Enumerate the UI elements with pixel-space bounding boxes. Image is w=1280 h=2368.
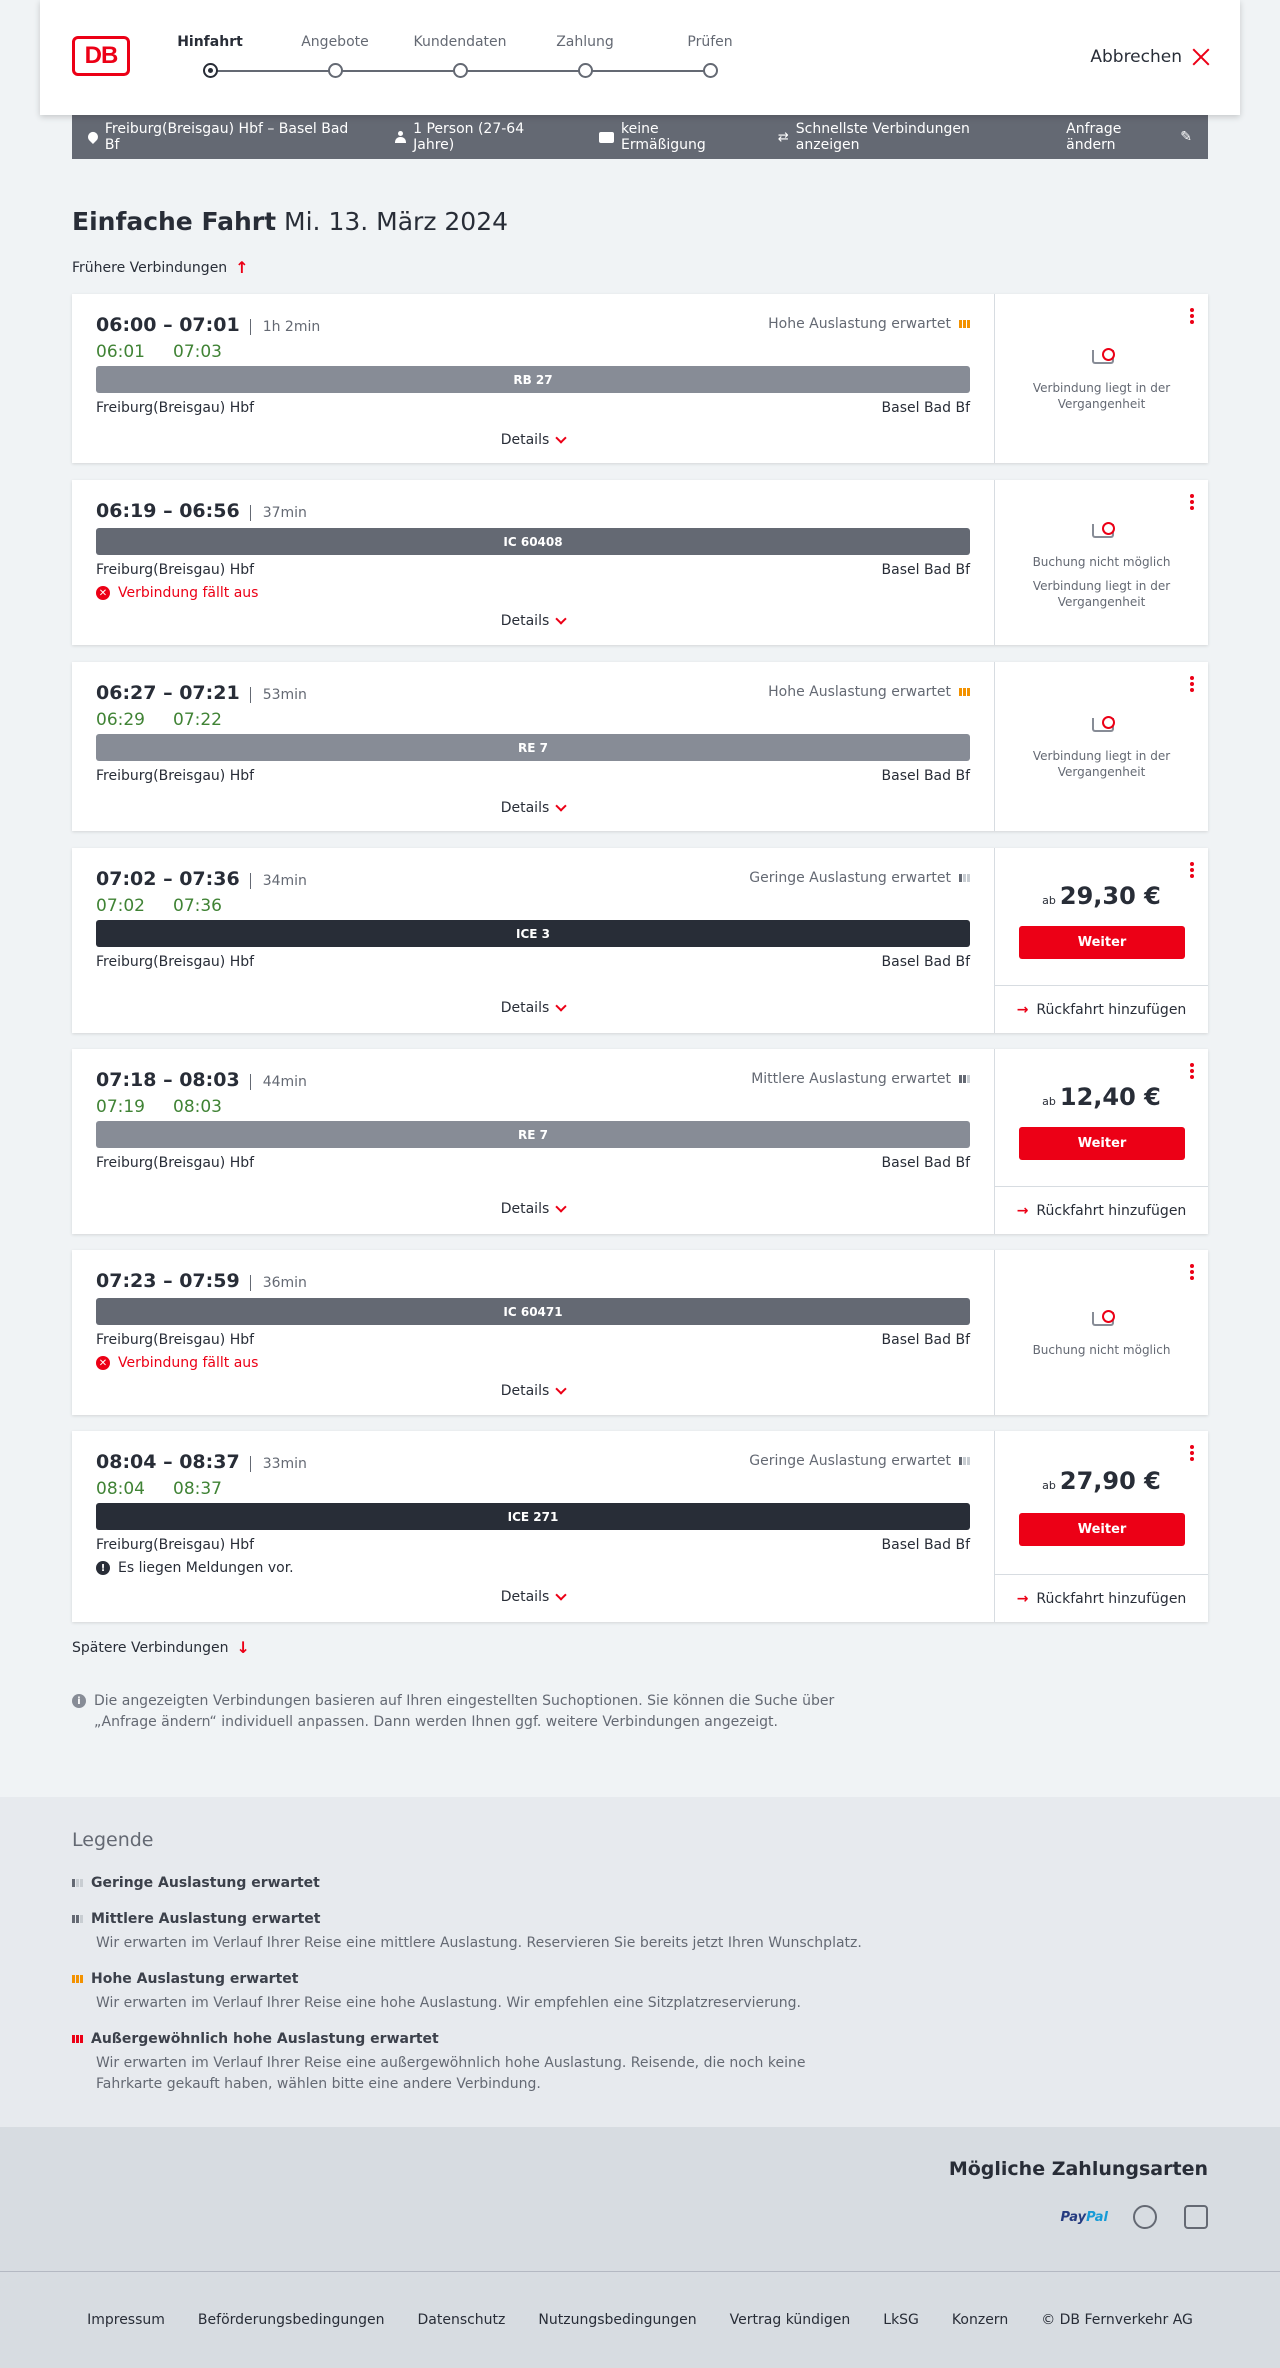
bahncard-icon (599, 132, 614, 143)
past-connection-note: Verbindung liegt in der Vergangenheit (1032, 579, 1171, 609)
pencil-icon: ✎ (1180, 129, 1192, 145)
low-load-icon (959, 1457, 970, 1465)
price-prefix: ab (1042, 1479, 1056, 1492)
connection-main[interactable] (72, 848, 994, 1033)
route-label: Freiburg(Breisgau) Hbf – Basel Bad Bf (104, 121, 349, 153)
warning-label: Verbindung fällt aus (118, 585, 259, 601)
load-indicator (749, 1453, 970, 1469)
chevron-down-icon (556, 1383, 567, 1394)
stations (96, 1537, 970, 1553)
destination-station: Basel Bad Bf (881, 1155, 970, 1171)
duration: 44min (250, 1074, 307, 1090)
details-toggle[interactable] (72, 1383, 994, 1399)
person-icon (395, 131, 406, 143)
connection-offer (994, 1049, 1208, 1234)
more-options-icon[interactable] (1190, 1445, 1194, 1461)
time-range: 07:18 – 08:03 (96, 1069, 240, 1091)
arrow-right-icon: → (1016, 1202, 1029, 1219)
legend-item-text: Wir erwarten im Verlauf Ihrer Reise eine mittlere Auslastung. Reservieren Sie bereits jetzt Ihren Wunschplatz. (96, 1935, 862, 1951)
paypal-part-1: Pay (1060, 2210, 1087, 2225)
connection-offer (994, 1250, 1208, 1415)
payment-section (0, 2127, 1280, 2272)
booking-unavailable-note: Buchung nicht möglich (1032, 555, 1171, 569)
connection-card (72, 1431, 1208, 1622)
details-label: Details (500, 1201, 550, 1217)
realtime-arrival: 08:03 (173, 1097, 222, 1117)
earlier-connections-link[interactable] (72, 258, 249, 277)
add-return-label: Rückfahrt hinzufügen (1036, 1202, 1187, 1219)
realtime-times (96, 1097, 222, 1117)
realtime-arrival: 07:22 (173, 710, 222, 730)
details-label: Details (500, 613, 550, 629)
add-return-button[interactable] (995, 985, 1208, 1033)
error-icon: ✕ (96, 586, 110, 600)
price-prefix: ab (1042, 894, 1056, 907)
legend-title: Legende (72, 1829, 154, 1851)
very-high-load-icon (72, 2035, 83, 2043)
realtime-times (96, 896, 222, 916)
duration: 37min (250, 505, 307, 521)
origin-station: Freiburg(Breisgau) Hbf (96, 1537, 255, 1553)
step-dot-angebote (328, 63, 343, 78)
price (995, 1467, 1208, 1495)
sepa-debit-icon (1184, 2205, 1208, 2229)
duration: 34min (250, 873, 307, 889)
alert-icon: ! (96, 1561, 110, 1575)
cancellation-warning (96, 585, 258, 601)
change-request-label: Anfrage ändern (1066, 121, 1122, 153)
medium-load-icon (72, 1915, 83, 1923)
realtime-arrival: 08:37 (173, 1479, 222, 1499)
step-angebote: Angebote (301, 34, 369, 50)
realtime-departure: 06:29 (96, 710, 145, 730)
legend-item (72, 1875, 320, 1891)
cancel-label: Abbrechen (1090, 47, 1182, 67)
more-options-icon[interactable] (1190, 308, 1194, 324)
continue-button[interactable]: Weiter (1019, 926, 1185, 959)
booking-status (995, 1308, 1208, 1358)
connection-offer (994, 1431, 1208, 1622)
footer-link-nutzungsbedingungen[interactable]: Nutzungsbedingungen (538, 2312, 697, 2328)
more-options-icon[interactable] (1190, 1264, 1194, 1280)
fastest-label: Schnellste Verbindungen anzeigen (795, 121, 970, 153)
stations (96, 954, 970, 970)
footer-link-befoerderungsbedingungen[interactable]: Beförderungsbedingungen (197, 2312, 385, 2328)
add-return-button[interactable] (995, 1574, 1208, 1622)
paypal-logo (1061, 2210, 1108, 2225)
details-toggle[interactable] (72, 613, 994, 629)
realtime-departure: 08:04 (96, 1479, 145, 1499)
chevron-down-icon (556, 1000, 567, 1011)
medium-load-icon (959, 1075, 970, 1083)
high-load-icon (959, 320, 970, 328)
connection-card (72, 1250, 1208, 1415)
step-dot-pruefen (703, 63, 718, 78)
step-pruefen: Prüfen (687, 34, 733, 50)
connection-times (96, 682, 307, 704)
trip-type: Einfache Fahrt (72, 207, 277, 236)
connection-main[interactable] (72, 1431, 994, 1622)
train-bar[interactable]: ICE 3 (96, 920, 970, 947)
load-indicator (751, 1071, 970, 1087)
high-load-icon (959, 688, 970, 696)
legend-item-text: Wir erwarten im Verlauf Ihrer Reise eine außergewöhnlich hohe Auslastung. Reisende, die noch keine Fahrkarte gekauft haben, wählen bitte eine andere Verbindung. (96, 2055, 806, 2092)
error-icon: ✕ (96, 1356, 110, 1370)
db-logo[interactable]: DB (72, 36, 130, 76)
connection-card (72, 662, 1208, 831)
time-range: 06:19 – 06:56 (96, 500, 240, 522)
details-toggle[interactable] (72, 1201, 994, 1217)
price (995, 1083, 1208, 1111)
realtime-arrival: 07:03 (173, 342, 222, 362)
details-label: Details (500, 1000, 550, 1016)
arrow-up-icon: ↑ (235, 258, 249, 277)
realtime-arrival: 07:36 (173, 896, 222, 916)
chevron-down-icon (556, 800, 567, 811)
load-label: Mittlere Auslastung erwartet (751, 1071, 951, 1087)
realtime-times (96, 342, 222, 362)
duration: 53min (250, 687, 307, 703)
destination-station: Basel Bad Bf (881, 1332, 970, 1348)
duration: 1h 2min (250, 319, 321, 335)
close-icon (1192, 48, 1210, 66)
origin-station: Freiburg(Breisgau) Hbf (96, 954, 255, 970)
details-toggle[interactable] (72, 1000, 994, 1016)
continue-button[interactable]: Weiter (1019, 1127, 1185, 1160)
load-indicator (768, 684, 970, 700)
time-range: 06:00 – 07:01 (96, 314, 240, 336)
past-connection-note: Verbindung liegt in der Vergangenheit (1032, 749, 1171, 779)
duration: 36min (250, 1275, 307, 1291)
arrow-right-icon: → (1016, 1001, 1029, 1018)
chevron-down-icon (556, 432, 567, 443)
cart-unavailable-icon (1089, 346, 1115, 370)
payment-title: Mögliche Zahlungsarten (948, 2158, 1208, 2180)
step-hinfahrt: Hinfahrt (177, 34, 243, 50)
connection-offer (994, 848, 1208, 1033)
price (995, 882, 1208, 910)
connection-times (96, 1270, 307, 1292)
paypal-part-2: Pal (1086, 2210, 1108, 2225)
load-label: Hohe Auslastung erwartet (768, 684, 951, 700)
cancellation-warning (96, 1355, 258, 1371)
cart-unavailable-icon (1089, 520, 1115, 544)
step-dot-hinfahrt (203, 63, 218, 78)
legend-item-title: Außergewöhnlich hohe Auslastung erwartet (91, 2031, 439, 2047)
header (40, 0, 1240, 115)
connection-main[interactable] (72, 480, 994, 645)
price-value: 29,30 € (1059, 882, 1161, 910)
fastest-toggle[interactable] (778, 121, 1034, 153)
legend-item (72, 1971, 801, 2014)
past-connection-note: Verbindung liegt in der Vergangenheit (1032, 381, 1171, 411)
price-value: 27,90 € (1059, 1467, 1161, 1495)
connection-card (72, 480, 1208, 645)
trip-date: Mi. 13. März 2024 (284, 207, 509, 236)
connection-main[interactable] (72, 662, 994, 831)
step-dot-kundendaten (453, 63, 468, 78)
time-range: 07:02 – 07:36 (96, 868, 240, 890)
legend-section (0, 1797, 1280, 2127)
connection-main[interactable] (72, 1250, 994, 1415)
price-value: 12,40 € (1059, 1083, 1161, 1111)
realtime-times (96, 1479, 222, 1499)
price-prefix: ab (1042, 1095, 1056, 1108)
low-load-icon (72, 1879, 83, 1887)
connection-offer (994, 480, 1208, 645)
connection-times (96, 868, 307, 890)
legend-item-title: Mittlere Auslastung erwartet (91, 1911, 321, 1927)
realtime-departure: 06:01 (96, 342, 145, 362)
page-title (72, 207, 508, 236)
low-load-icon (959, 874, 970, 882)
time-range: 08:04 – 08:37 (96, 1451, 240, 1473)
destination-station: Basel Bad Bf (881, 400, 970, 416)
chevron-down-icon (556, 613, 567, 624)
details-label: Details (500, 432, 550, 448)
info-icon: i (72, 1694, 86, 1708)
destination-station: Basel Bad Bf (881, 562, 970, 578)
connection-offer (994, 294, 1208, 463)
info-text: Die angezeigten Verbindungen basieren auf Ihren eingestellten Suchoptionen. Sie können die Suche über „Anfrage ändern“ individuell anpassen. Dann werden Ihnen ggf. weitere Verbindungen angezeigt. (94, 1693, 835, 1730)
warning-label: Verbindung fällt aus (118, 1355, 259, 1371)
chevron-down-icon (556, 1201, 567, 1212)
origin-station: Freiburg(Breisgau) Hbf (96, 768, 255, 784)
add-return-button[interactable] (995, 1186, 1208, 1234)
location-pin-icon (86, 130, 100, 144)
footer-copyright: © DB Fernverkehr AG (1041, 2312, 1193, 2328)
legend-item (72, 2031, 832, 2095)
origin-station: Freiburg(Breisgau) Hbf (96, 562, 255, 578)
legend-item (72, 1911, 862, 1954)
notice-message (96, 1560, 294, 1576)
connection-card (72, 848, 1208, 1033)
high-load-icon (72, 1975, 83, 1983)
arrow-down-icon: ↓ (236, 1638, 250, 1657)
connection-main[interactable] (72, 294, 994, 463)
footer-link-lksg[interactable]: LkSG (883, 2312, 919, 2328)
stations (96, 1155, 970, 1171)
notice-label: Es liegen Meldungen vor. (118, 1560, 294, 1576)
details-label: Details (500, 800, 550, 816)
persons-label: 1 Person (27-64 Jahre) (413, 121, 525, 153)
load-indicator (749, 870, 970, 886)
realtime-times (96, 710, 222, 730)
connection-card (72, 294, 1208, 463)
train-bar[interactable]: IC 60471 (96, 1298, 970, 1325)
details-toggle[interactable] (72, 800, 994, 816)
route-info[interactable] (88, 121, 363, 153)
time-range: 07:23 – 07:59 (96, 1270, 240, 1292)
booking-unavailable-note: Buchung nicht möglich (1032, 1343, 1171, 1357)
origin-station: Freiburg(Breisgau) Hbf (96, 1332, 255, 1348)
train-bar[interactable]: RE 7 (96, 1121, 970, 1148)
more-options-icon[interactable] (1190, 676, 1194, 692)
details-toggle[interactable] (72, 432, 994, 448)
persons-info[interactable] (395, 121, 567, 153)
connection-offer (994, 662, 1208, 831)
connection-times (96, 1451, 307, 1473)
footer (0, 2271, 1280, 2368)
credit-card-icon (1133, 2205, 1157, 2229)
train-bar[interactable]: RE 7 (96, 734, 970, 761)
more-options-icon[interactable] (1190, 494, 1194, 510)
step-dot-zahlung (578, 63, 593, 78)
cancel-button[interactable] (1090, 47, 1210, 67)
more-options-icon[interactable] (1190, 1063, 1194, 1079)
arrow-right-icon: → (1016, 1590, 1029, 1607)
realtime-departure: 07:19 (96, 1097, 145, 1117)
time-range: 06:27 – 07:21 (96, 682, 240, 704)
realtime-departure: 07:02 (96, 896, 145, 916)
booking-status (995, 714, 1208, 780)
destination-station: Basel Bad Bf (881, 954, 970, 970)
stations (96, 768, 970, 784)
earlier-label: Frühere Verbindungen (72, 259, 228, 276)
origin-station: Freiburg(Breisgau) Hbf (96, 400, 255, 416)
later-label: Spätere Verbindungen (72, 1639, 229, 1656)
chevron-down-icon (556, 1589, 567, 1600)
stations (96, 562, 970, 578)
train-bar[interactable]: ICE 271 (96, 1503, 970, 1530)
train-bar[interactable]: RB 27 (96, 366, 970, 393)
legend-item-title: Geringe Auslastung erwartet (91, 1875, 320, 1891)
load-label: Hohe Auslastung erwartet (768, 316, 951, 332)
search-summary-bar (72, 115, 1208, 159)
later-connections-link[interactable] (72, 1638, 250, 1657)
load-indicator (768, 316, 970, 332)
connection-card (72, 1049, 1208, 1234)
footer-link-vertrag-kuendigen[interactable]: Vertrag kündigen (729, 2312, 851, 2328)
swap-arrows-icon: ⇄ (777, 129, 789, 145)
discount-info[interactable] (599, 121, 746, 153)
train-bar[interactable]: IC 60408 (96, 528, 970, 555)
change-request-button[interactable] (1066, 121, 1192, 153)
search-info-note (72, 1691, 852, 1733)
legend-item-title: Hohe Auslastung erwartet (91, 1971, 299, 1987)
add-return-label: Rückfahrt hinzufügen (1036, 1590, 1187, 1607)
more-options-icon[interactable] (1190, 862, 1194, 878)
details-label: Details (500, 1383, 550, 1399)
stations (96, 400, 970, 416)
connection-times (96, 314, 320, 336)
connection-main[interactable] (72, 1049, 994, 1234)
footer-link-impressum[interactable]: Impressum (87, 2312, 165, 2328)
duration: 33min (250, 1456, 307, 1472)
origin-station: Freiburg(Breisgau) Hbf (96, 1155, 255, 1171)
destination-station: Basel Bad Bf (881, 1537, 970, 1553)
connection-times (96, 500, 307, 522)
step-zahlung: Zahlung (556, 34, 614, 50)
cart-unavailable-icon (1089, 714, 1115, 738)
booking-status (995, 520, 1208, 610)
load-label: Geringe Auslastung erwartet (749, 870, 951, 886)
footer-link-konzern[interactable]: Konzern (951, 2312, 1009, 2328)
cart-unavailable-icon (1089, 1308, 1115, 1332)
legend-item-text: Wir erwarten im Verlauf Ihrer Reise eine hohe Auslastung. Wir empfehlen eine Sitzplatzreservierung. (96, 1995, 801, 2011)
continue-button[interactable]: Weiter (1019, 1513, 1185, 1546)
details-toggle[interactable] (72, 1589, 994, 1605)
discount-label: keine Ermäßigung (621, 121, 706, 153)
connection-times (96, 1069, 307, 1091)
stations (96, 1332, 970, 1348)
details-label: Details (500, 1589, 550, 1605)
step-kundendaten: Kundendaten (413, 34, 507, 50)
footer-link-datenschutz[interactable]: Datenschutz (417, 2312, 506, 2328)
load-label: Geringe Auslastung erwartet (749, 1453, 951, 1469)
booking-status (995, 346, 1208, 412)
add-return-label: Rückfahrt hinzufügen (1036, 1001, 1187, 1018)
destination-station: Basel Bad Bf (881, 768, 970, 784)
